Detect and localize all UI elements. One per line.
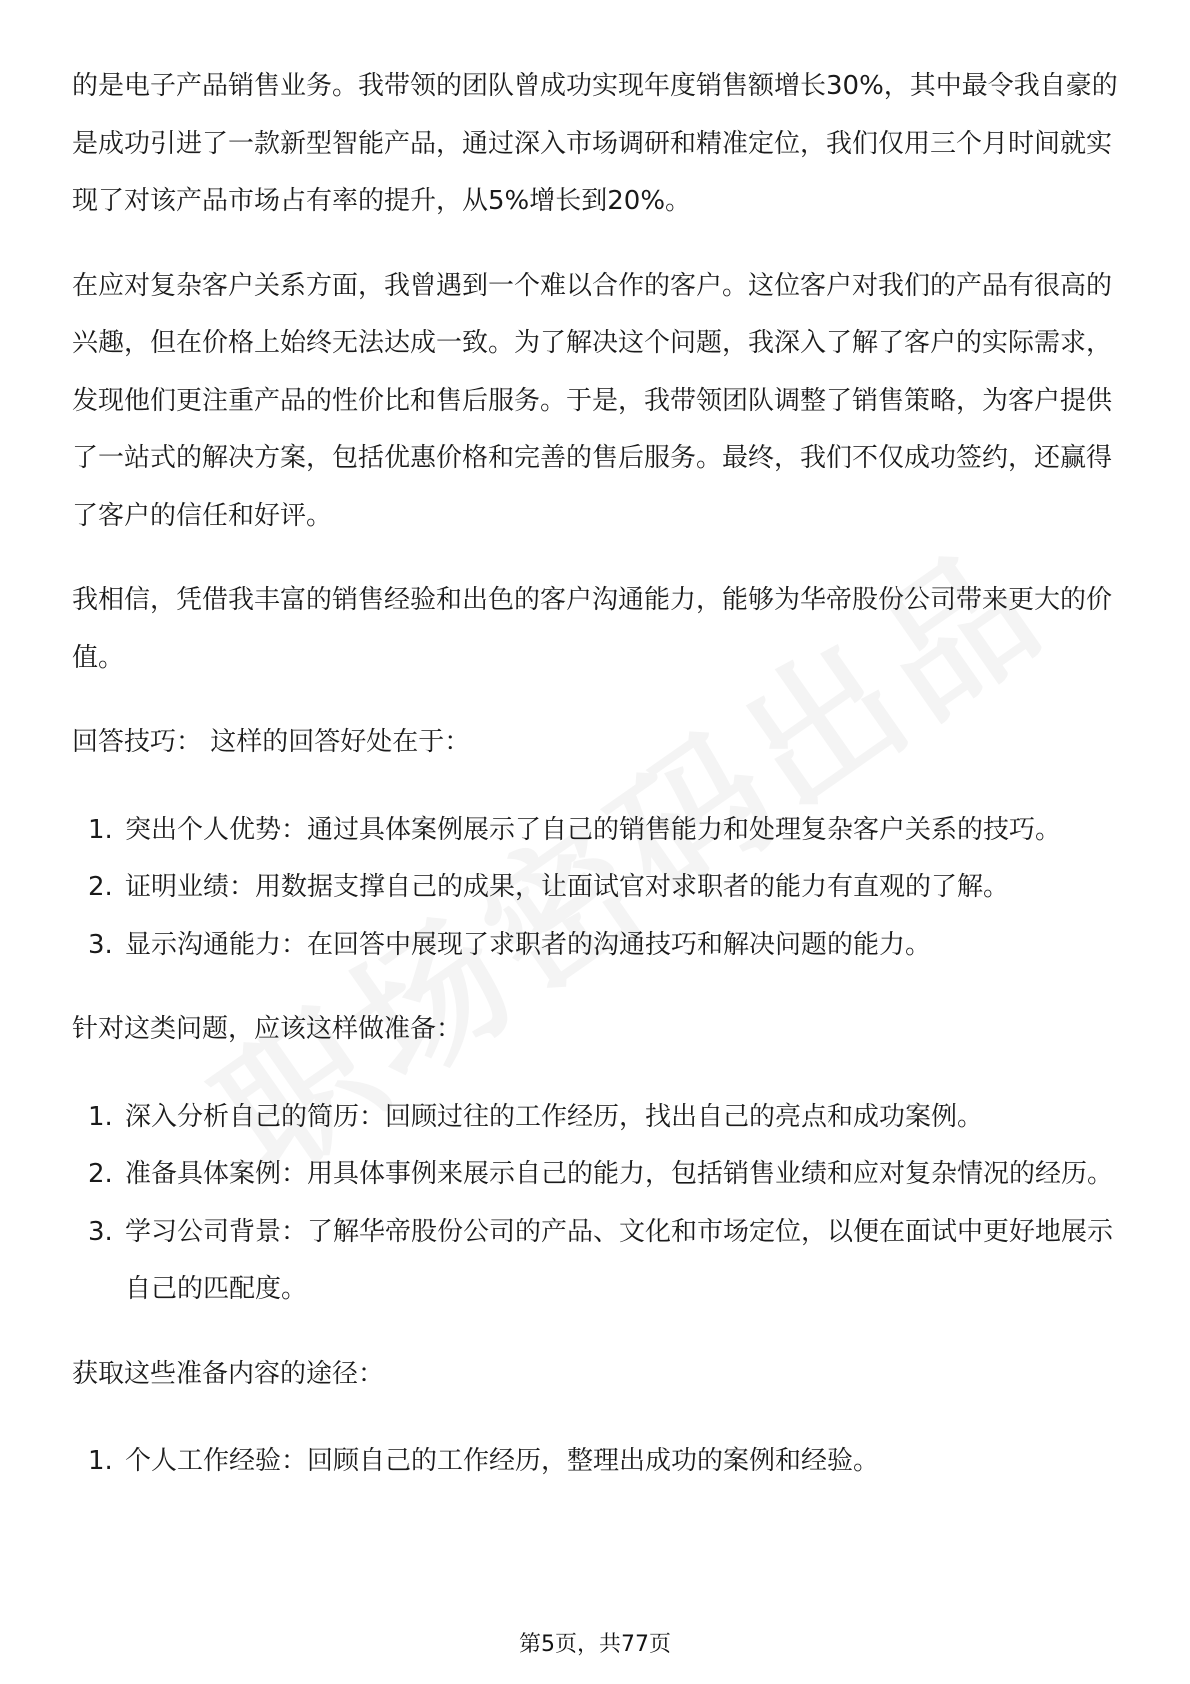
tips-heading: 回答技巧： 这样的回答好处在于： — [72, 727, 471, 757]
list-item — [72, 1204, 1122, 1319]
list-item-text: 个人工作经验：回顾自己的工作经历，整理出成功的案例和经验。 — [125, 1446, 880, 1476]
list-number: 1. — [88, 1101, 113, 1132]
list-item-text: 突出个人优势：通过具体案例展示了自己的销售能力和处理复杂客户关系的技巧。 — [125, 814, 1062, 845]
list-number: 2. — [88, 872, 113, 902]
list-number: 3. — [88, 1216, 113, 1247]
source-heading: 获取这些准备内容的途径： — [72, 1358, 385, 1389]
paragraph-client-relations: 在应对复杂客户关系方面，我曾遇到一个难以合作的客户。这位客户对我们的产品有很高的兴趣，但在价格上始终无法达成一致。为了解决这个问题，我深入了解了客户的实际需求，发现他们更注重产品的性价比和售后服务。于是，我带领团队调整了销售策略，为客户提供了一站式的解决方案，包括优惠价格和完善的售后服务。最终，我们不仅成功签约，还赢得了客户的信任和好评。 — [72, 270, 1113, 531]
tips-list — [72, 802, 1122, 975]
list-item — [72, 802, 1122, 860]
list-item — [72, 1089, 1122, 1147]
list-item-text: 学习公司背景：了解华帝股份公司的产品、文化和市场定位，以便在面试中更好地展示自己的匹配度。 — [125, 1216, 1114, 1304]
paragraph-sales-achievement: 的是电子产品销售业务。我带领的团队曾成功实现年度销售额增长30%，其中最令我自豪的是成功引进了一款新型智能产品，通过深入市场调研和精准定位，我们仅用三个月时间就实现了对该产品市场占有率的提升，从5%增长到20%。 — [72, 71, 1118, 216]
list-number: 2. — [88, 1159, 113, 1189]
list-item — [72, 1146, 1122, 1204]
prep-heading: 针对这类问题，应该这样做准备： — [72, 1014, 463, 1044]
list-item — [72, 1433, 1122, 1491]
prep-list — [72, 1089, 1122, 1319]
list-item-text: 深入分析自己的简历：回顾过往的工作经历，找出自己的亮点和成功案例。 — [125, 1101, 984, 1132]
list-item-text: 显示沟通能力：在回答中展现了求职者的沟通技巧和解决问题的能力。 — [125, 929, 932, 960]
list-number: 3. — [88, 929, 113, 960]
list-item-text: 证明业绩：用数据支撑自己的成果，让面试官对求职者的能力有直观的了解。 — [125, 872, 1010, 902]
list-item — [72, 859, 1122, 917]
list-item — [72, 917, 1122, 975]
page-number: 第5页，共77页 — [519, 1632, 671, 1657]
list-number: 1. — [88, 814, 113, 845]
paragraph-conclusion: 我相信，凭借我丰富的销售经验和出色的客户沟通能力，能够为华帝股份公司带来更大的价值。 — [72, 585, 1113, 673]
list-item-text: 准备具体案例：用具体事例来展示自己的能力，包括销售业绩和应对复杂情况的经历。 — [125, 1159, 1114, 1189]
source-list — [72, 1433, 1122, 1491]
document-body — [72, 58, 1122, 1491]
list-number: 1. — [88, 1446, 113, 1476]
